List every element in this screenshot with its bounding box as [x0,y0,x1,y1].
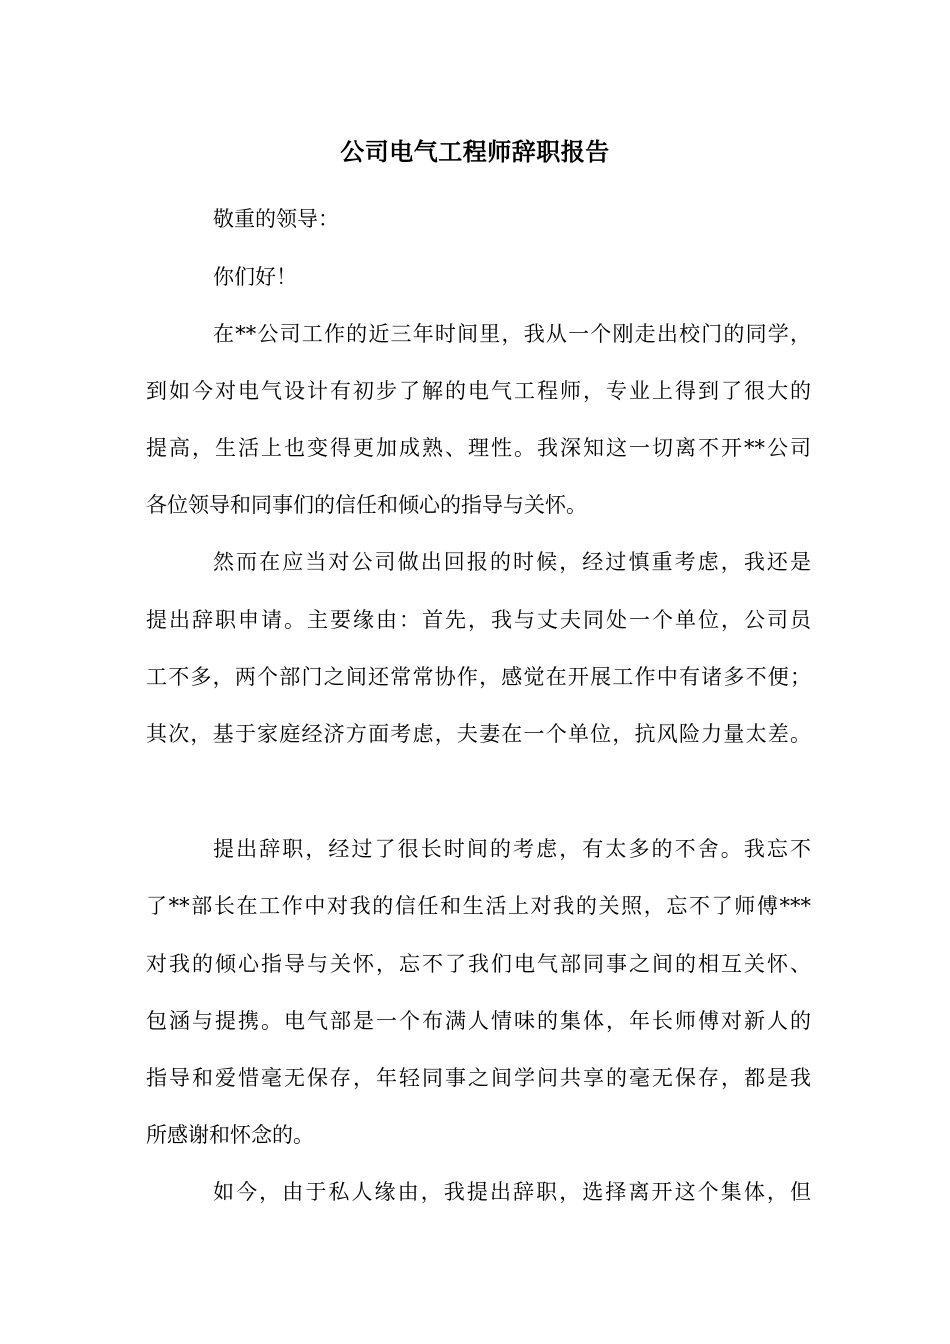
paragraph-2-line-3: 工不多，两个部门之间还常常协作，感觉在开展工作中有诸多不便； [146,665,811,689]
paragraph-2-line-4: 其次，基于家庭经济方面考虑，夫妻在一个单位，抗风险力量太差。 [146,722,811,746]
salutation: 敬重的领导： [213,207,339,231]
paragraph-3-line-1: 提出辞职，经过了很长时间的考虑，有太多的不舍。我忘不 [213,837,811,861]
paragraph-3-line-3: 对我的倾心指导与关怀，忘不了我们电气部同事之间的相互关怀、 [146,952,811,976]
paragraph-1-line-4: 各位领导和同事们的信任和倾心的指导与关怀。 [146,493,587,517]
paragraph-1-line-3: 提高，生活上也变得更加成熟、理性。我深知这一切离不开**公司 [146,436,811,460]
paragraph-2-line-2: 提出辞职申请。主要缘由：首先，我与丈夫同处一个单位，公司员 [146,608,811,632]
paragraph-3-line-6: 所感谢和怀念的。 [146,1123,314,1147]
paragraph-2-line-1: 然而在应当对公司做出回报的时候，经过慎重考虑，我还是 [213,550,811,574]
paragraph-1-line-2: 到如今对电气设计有初步了解的电气工程师，专业上得到了很大的 [146,379,811,403]
greeting: 你们好！ [213,265,297,289]
paragraph-1-line-1: 在**公司工作的近三年时间里，我从一个刚走出校门的同学， [213,322,811,346]
paragraph-3-line-4: 包涵与提携。电气部是一个布满人情味的集体，年长师傅对新人的 [146,1009,811,1033]
paragraph-4-line-1: 如今，由于私人缘由，我提出辞职，选择离开这个集体，但 [213,1180,811,1204]
document-title: 公司电气工程师辞职报告 [340,138,610,166]
paragraph-3-line-2: 了**部长在工作中对我的信任和生活上对我的关照，忘不了师傅*** [146,894,811,918]
paragraph-3-line-5: 指导和爱惜毫无保存，年轻同事之间学问共享的毫无保存，都是我 [146,1066,811,1090]
